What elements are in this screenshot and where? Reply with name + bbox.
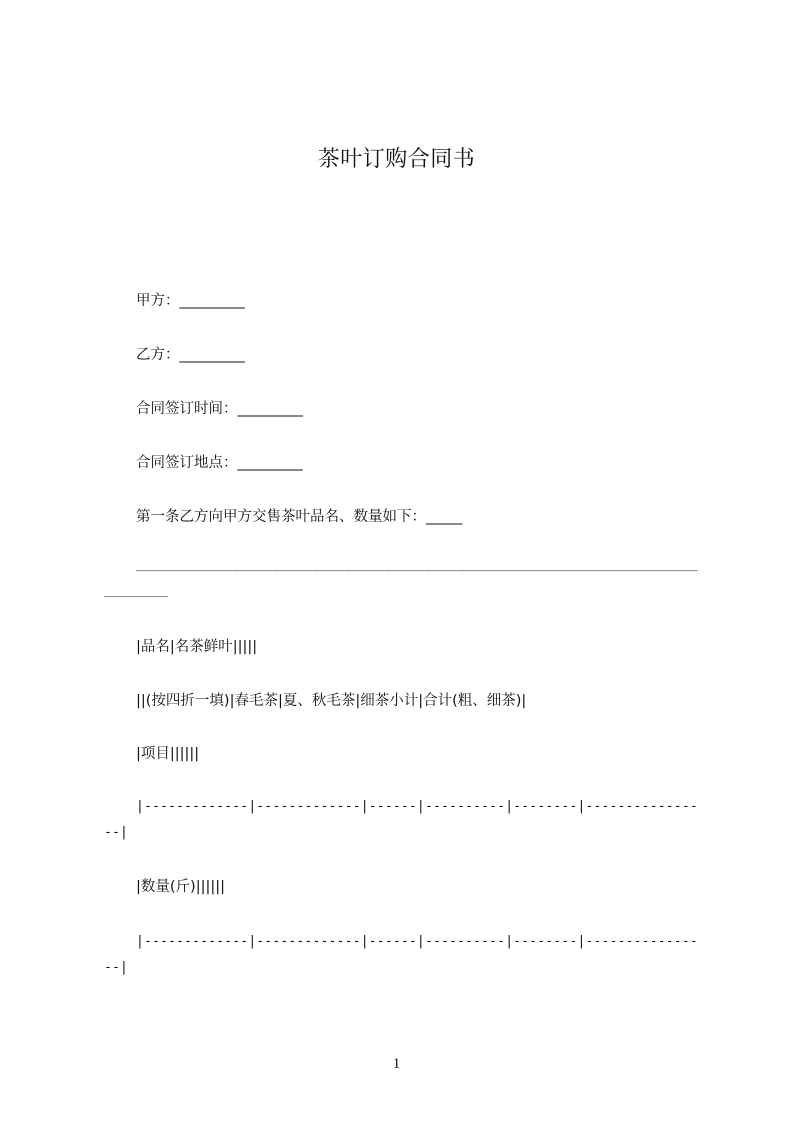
page-number: 1	[392, 1056, 401, 1072]
sign-time-line: 合同签订时间：_________	[136, 401, 303, 417]
table-row-quantity: |数量(斤)||||||	[136, 879, 226, 895]
table-row-header: ||(按四折一填)|春毛茶|夏、秋毛茶|细茶小计|合计(粗、细茶)|	[136, 693, 527, 709]
table-row-product: |品名|名茶鲜叶|||||	[136, 639, 258, 655]
table-row-item: |项目||||||	[136, 746, 200, 762]
party-a-line: 甲方：_________	[136, 293, 245, 309]
table-rule-1: |-------------|-------------|------|----------|--------|----------------|	[104, 799, 698, 840]
party-b-line: 乙方：_________	[136, 347, 245, 363]
article-1: 第一条乙方向甲方交售茶叶品名、数量如下：_____	[136, 509, 463, 525]
sign-place-line: 合同签订地点：_________	[136, 455, 303, 471]
table-rule-2: |-------------|-------------|------|----------|--------|----------------|	[104, 934, 698, 975]
separator-line: ______________________________________________________________________________	[104, 557, 698, 598]
document-title: 茶叶订购合同书	[317, 147, 476, 172]
